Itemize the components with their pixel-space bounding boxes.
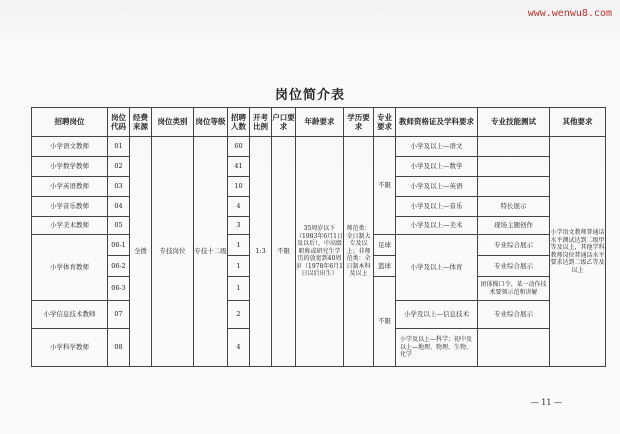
page-number: — 11 — (530, 398, 562, 407)
post-code: 02 (108, 157, 130, 177)
post-name: 小学科学教师 (32, 329, 108, 367)
ratio-cell: 1:3 (250, 137, 272, 367)
category-cell: 专技岗位 (152, 137, 194, 367)
qualification: 小学及以上—体育 (396, 235, 478, 301)
skill-test: 专业综合展示 (478, 301, 550, 329)
level-cell: 专技十二级 (194, 137, 228, 367)
post-code: 06-1 (108, 235, 130, 256)
header-cell: 年龄要求 (296, 108, 344, 137)
major-cell: 不限 (374, 137, 396, 235)
skill-test: 团体操口令、某一动作技术要领示范和讲解 (478, 277, 550, 301)
post-code: 06-2 (108, 256, 130, 277)
major-cell: 足球 (374, 235, 396, 256)
hire-count: 1 (228, 277, 250, 301)
post-name: 小学体育教师 (32, 235, 108, 301)
qualification: 小学及以上—数学 (396, 157, 478, 177)
header-cell: 经费来源 (130, 108, 152, 137)
watermark: www.wenwu8.com (527, 8, 612, 19)
skill-test (478, 329, 550, 367)
header-cell: 岗位等级 (194, 108, 228, 137)
post-code: 01 (108, 137, 130, 157)
header-cell: 专业要求 (374, 108, 396, 137)
post-code: 08 (108, 329, 130, 367)
post-name: 小学语文教师 (32, 137, 108, 157)
qualification: 小学及以上—语文 (396, 137, 478, 157)
header-cell: 开考比例 (250, 108, 272, 137)
hire-count: 4 (228, 197, 250, 217)
post-name: 小学音乐教师 (32, 197, 108, 217)
skill-test: 现场主题创作 (478, 217, 550, 235)
education-cell: 师范类：全日制大专及以上；非师范类：全日制本科及以上 (344, 137, 374, 367)
skill-test: 特长展示 (478, 197, 550, 217)
hire-count: 60 (228, 137, 250, 157)
hire-count: 41 (228, 157, 250, 177)
header-cell: 教师资格证及学科要求 (396, 108, 478, 137)
skill-test (478, 177, 550, 197)
skill-test (478, 137, 550, 157)
post-code: 03 (108, 177, 130, 197)
table-row (32, 137, 606, 157)
major-cell: 篮球 (374, 256, 396, 277)
header-cell: 岗位类别 (152, 108, 194, 137)
qualification: 小学及以上—英语 (396, 177, 478, 197)
qualification: 小学及以上—美术 (396, 217, 478, 235)
header-cell: 学历要求 (344, 108, 374, 137)
header-cell: 岗位代码 (108, 108, 130, 137)
hire-count: 10 (228, 177, 250, 197)
header-row (32, 108, 606, 137)
skill-test (478, 157, 550, 177)
hire-count: 3 (228, 217, 250, 235)
post-name: 小学美术教师 (32, 217, 108, 235)
skill-test: 专业综合展示 (478, 256, 550, 277)
major-cell: 不限 (374, 277, 396, 367)
header-cell: 招聘岗位 (32, 108, 108, 137)
header-cell: 户口要求 (272, 108, 296, 137)
page-title: 岗位简介表 (274, 88, 345, 103)
post-name: 小学信息技术教师 (32, 301, 108, 329)
post-code: 04 (108, 197, 130, 217)
funding-cell: 全拨 (130, 137, 152, 367)
age-cell: 35周岁以下（1983年6月1日及以后），中高级职称或研究生学历的放宽到40周岁（1978年6月1日以后出生） (296, 137, 344, 367)
hire-count: 1 (228, 235, 250, 256)
post-name: 小学英语教师 (32, 177, 108, 197)
post-code: 05 (108, 217, 130, 235)
qualification: 小学及以上—科学；初中及以上—地理、物理、生物、化学 (396, 329, 478, 367)
hire-count: 2 (228, 301, 250, 329)
post-code: 07 (108, 301, 130, 329)
qualification: 小学及以上—信息技术 (396, 301, 478, 329)
header-cell: 招聘人数 (228, 108, 250, 137)
qualification: 小学及以上—音乐 (396, 197, 478, 217)
other-cell: 小学语文教师普通话水平测试达到二级甲等及以上，其他学科教师岗位普通话水平要求达到二级乙等及以上 (550, 137, 606, 367)
job-table (31, 107, 606, 367)
hire-count: 4 (228, 329, 250, 367)
hukou-cell: 不限 (272, 137, 296, 367)
header-cell: 其他要求 (550, 108, 606, 137)
header-cell: 专业技能测试 (478, 108, 550, 137)
post-name: 小学数学教师 (32, 157, 108, 177)
skill-test: 专业综合展示 (478, 235, 550, 256)
hire-count: 1 (228, 256, 250, 277)
post-code: 06-3 (108, 277, 130, 301)
